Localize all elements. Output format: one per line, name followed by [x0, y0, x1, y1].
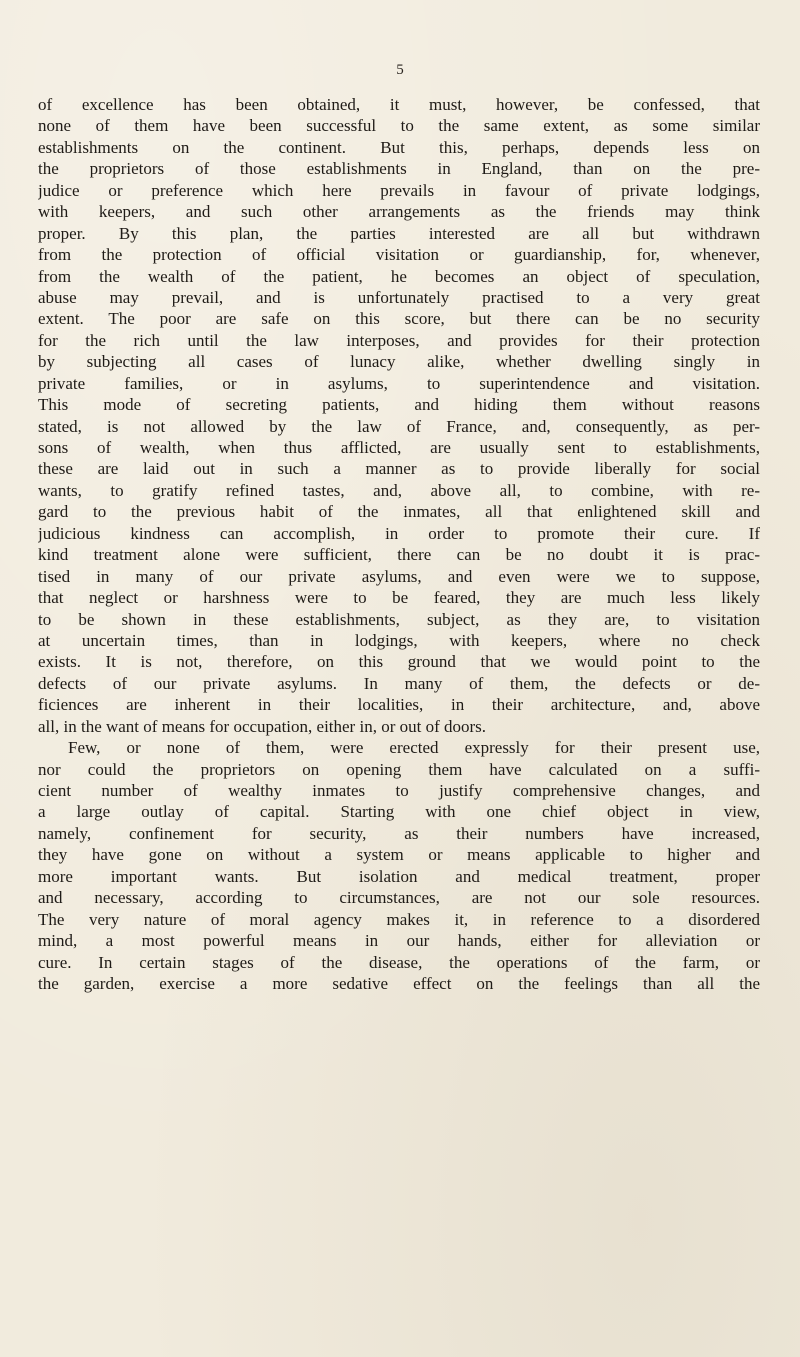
text-line: from the protection of official visitation or guardianship, for, whenever,: [38, 245, 760, 265]
text-line: extent. The poor are safe on this score, but there can be no security: [38, 309, 760, 329]
body-text: [38, 94, 760, 994]
text-line: more important wants. But isolation and medical treatment, proper: [38, 866, 760, 886]
text-line: establishments on the continent. But this, perhaps, depends less on: [38, 137, 760, 157]
text-line: the garden, exercise a more sedative effect on the feelings than all the: [38, 973, 760, 993]
text-line: proper. By this plan, the parties interested are all but withdrawn: [38, 223, 760, 243]
text-line: with keepers, and such other arrangements as the friends may think: [38, 202, 760, 222]
text-line: gard to the previous habit of the inmates, all that enlightened skill and: [38, 502, 760, 522]
text-line: the proprietors of those establishments in England, than on the pre-: [38, 159, 760, 179]
text-line: mind, a most powerful means in our hands, either for alleviation or: [38, 931, 760, 951]
text-line: private families, or in asylums, to superintendence and visitation.: [38, 373, 760, 393]
text-line: nor could the proprietors on opening them have calculated on a suffi-: [38, 759, 760, 779]
text-line: sons of wealth, when thus afflicted, are usually sent to establishments,: [38, 438, 760, 457]
text-line: ficiences are inherent in their localities, in their architecture, and, above: [38, 695, 760, 715]
text-line: defects of our private asylums. In many of them, the defects or de-: [38, 673, 760, 693]
text-line: from the wealth of the patient, he becomes an object of speculation,: [38, 266, 760, 286]
text-line: none of them have been successful to the same extent, as some similar: [38, 116, 760, 136]
text-line: namely, confinement for security, as their numbers have increased,: [38, 823, 760, 843]
text-line: by subjecting all cases of lunacy alike, whether dwelling singly in: [38, 352, 760, 372]
text-line: of excellence has been obtained, it must, however, be confessed, that: [38, 95, 760, 114]
text-line: all, in the want of means for occupation, either in, or out of doors.: [38, 716, 487, 736]
text-line: cient number of wealthy inmates to justify comprehensive changes, and: [38, 781, 760, 800]
text-line: The very nature of moral agency makes it, in reference to a disordered: [38, 909, 760, 929]
text-line: and necessary, according to circumstances, are not our sole resources.: [38, 888, 760, 908]
text-line: these are laid out in such a manner as to provide liberally for social: [38, 459, 760, 479]
text-line: stated, is not allowed by the law of France, and, consequently, as per-: [38, 416, 760, 436]
text-line: judice or preference which here prevails in favour of private lodgings,: [38, 180, 760, 200]
text-line: judicious kindness can accomplish, in order to promote their cure. If: [38, 523, 760, 543]
text-line: abuse may prevail, and is unfortunately practised to a very great: [38, 287, 760, 307]
text-line: for the rich until the law interposes, and provides for their protection: [38, 330, 760, 350]
page-number: 5: [396, 62, 404, 78]
text-line: This mode of secreting patients, and hiding them without reasons: [38, 395, 760, 415]
text-line: that neglect or harshness were to be feared, they are much less likely: [38, 588, 760, 608]
text-line: exists. It is not, therefore, on this ground that we would point to the: [38, 652, 760, 672]
text-line: to be shown in these establishments, subject, as they are, to visitation: [38, 609, 760, 629]
text-line: at uncertain times, than in lodgings, with keepers, where no check: [38, 630, 760, 650]
text-line: tised in many of our private asylums, and even were we to suppose,: [38, 566, 760, 586]
text-line: cure. In certain stages of the disease, the operations of the farm, or: [38, 952, 760, 972]
text-line: they have gone on without a system or means applicable to higher and: [38, 845, 760, 865]
text-line: a large outlay of capital. Starting with one chief object in view,: [38, 802, 760, 822]
text-line: Few, or none of them, were erected expressly for their present use,: [68, 738, 760, 758]
text-line: kind treatment alone were sufficient, there can be no doubt it is prac-: [38, 545, 760, 565]
text-line: wants, to gratify refined tastes, and, above all, to combine, with re-: [38, 480, 760, 500]
